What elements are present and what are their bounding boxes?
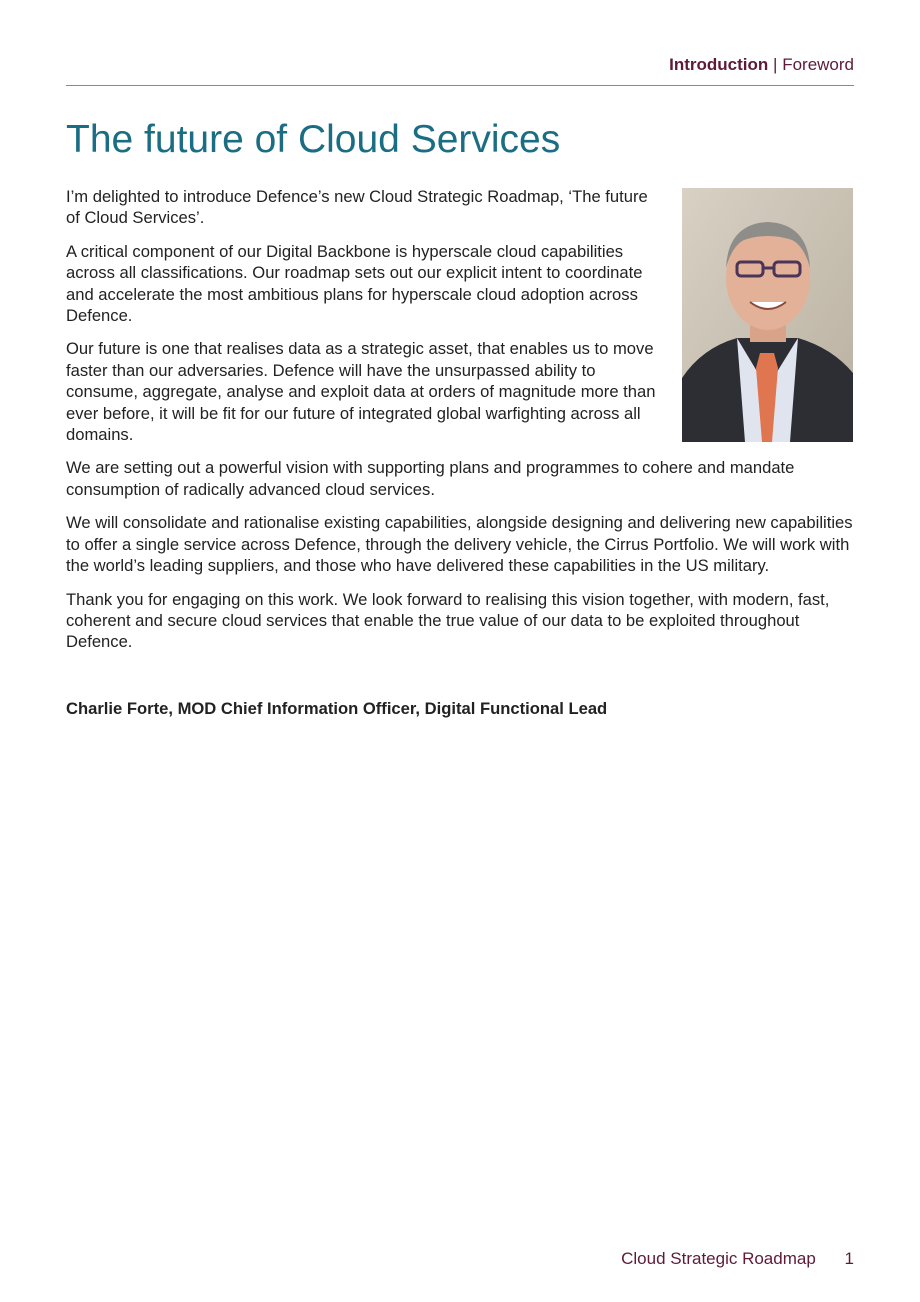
header-subsection: Foreword [782, 55, 854, 74]
paragraph-1: I’m delighted to introduce Defence’s new Cloud Strategic Roadmap, ‘The future of Cloud Services’. [66, 187, 648, 228]
page-number: 1 [844, 1249, 854, 1268]
paragraph-6: Thank you for engaging on this work. We look forward to realising this vision together, with modern, fast, coherent and secure cloud services that enable the true value of our data to be exploited throughout Defence. [66, 589, 830, 652]
paragraph-4: We are setting out a powerful vision with supporting plans and programmes to cohere and mandate consumption of radically advanced cloud services. [66, 458, 795, 499]
paragraph-5: We will consolidate and rationalise existing capabilities, alongside designing and delivering new capabilities to offer a single service across Defence, through the delivery vehicle, the Cirrus Portfolio. We will work with the world’s leading suppliers, and those who have delivered these capabilities in the US military. [66, 513, 853, 576]
signature: Charlie Forte, MOD Chief Information Officer, Digital Functional Lead [66, 698, 608, 718]
page-header [66, 55, 854, 86]
page-title: The future of Cloud Services [66, 118, 561, 161]
foreword-body [66, 186, 854, 731]
header-separator: | [773, 55, 778, 74]
page-footer [621, 1249, 854, 1269]
paragraph-2: A critical component of our Digital Backbone is hyperscale cloud capabilities across all classifications. Our roadmap sets out our explicit intent to coordinate and accelerate the most ambitious plans for hyperscale cloud adoption across Defence. [66, 241, 643, 326]
paragraph-3: Our future is one that realises data as a strategic asset, that enables us to move faster than our adversaries. Defence will have the unsurpassed ability to consume, aggregate, analyse and exploit data at orders of magnitude more than ever before, it will be fit for our future of integrated global warfighting across all domains. [66, 339, 656, 445]
footer-doc-title: Cloud Strategic Roadmap [621, 1249, 816, 1268]
header-section: Introduction [669, 55, 769, 74]
